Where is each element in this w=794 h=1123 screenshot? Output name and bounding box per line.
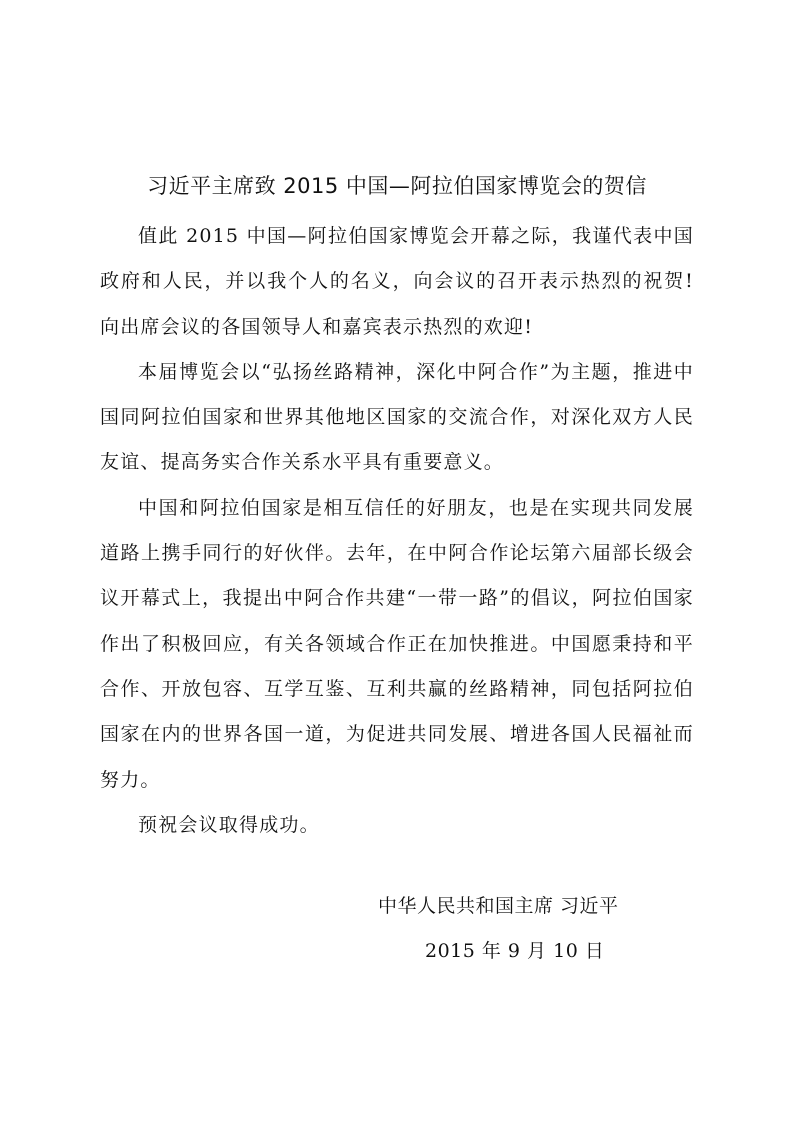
signature-name: 中华人民共和国主席 习近平: [378, 895, 619, 917]
letter-title: 习近平主席致 2015 中国—阿拉伯国家博览会的贺信: [147, 174, 647, 198]
paragraph-closing-wish: 预祝会议取得成功。: [138, 813, 320, 836]
letter-body: [100, 214, 694, 848]
signature-date: 2015 年 9 月 10 日: [425, 940, 605, 962]
paragraph-cooperation: 中国和阿拉伯国家是相互信任的好朋友，也是在实现共同发展道路上携手同行的好伙伴。去年，在中阿合作论坛第六届部长级会议开幕式上，我提出中阿合作共建“一带一路”的倡议，阿拉伯国家作出了积极回应，有关各领域合作正在加快推进。中国愿秉持和平合作、开放包容、互学互鉴、互利共赢的丝路精神，同包括阿拉伯国家在内的世界各国一道，为促进共同发展、增进各国人民福祉而努力。: [100, 496, 694, 791]
paragraph-theme: 本届博览会以“弘扬丝路精神，深化中阿合作”为主题，推进中国同阿拉伯国家和世界其他地区国家的交流合作，对深化双方人民友谊、提高务实合作关系水平具有重要意义。: [100, 360, 694, 474]
paragraph-greeting: 值此 2015 中国—阿拉伯国家博览会开幕之际，我谨代表中国政府和人民，并以我个人的名义，向会议的召开表示热烈的祝贺!向出席会议的各国领导人和嘉宾表示热烈的欢迎!: [100, 225, 694, 338]
